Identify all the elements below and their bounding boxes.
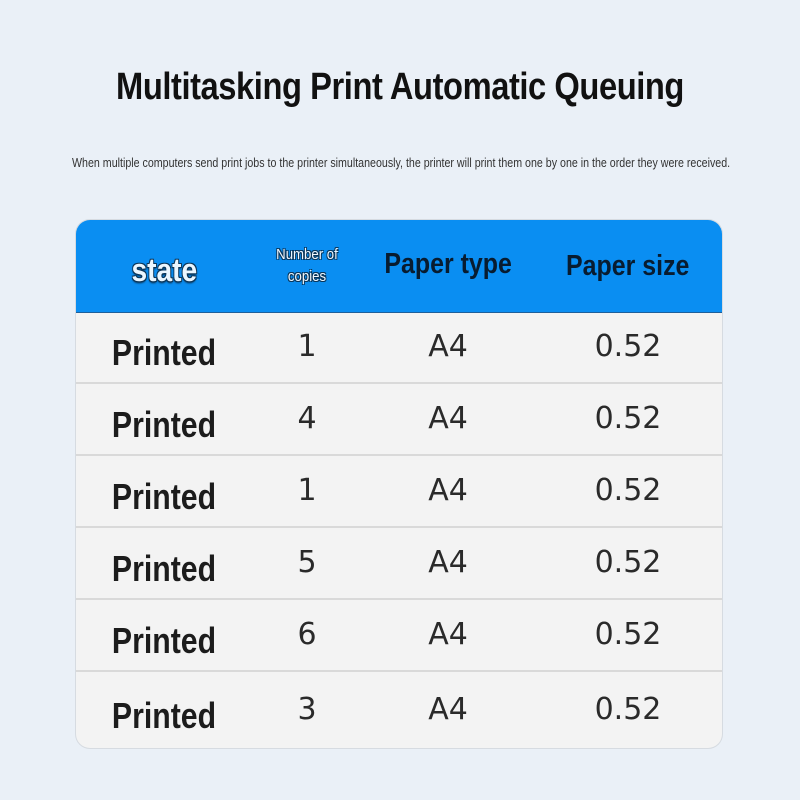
paper-type-value: A4 [428, 616, 468, 652]
header-paper-size-label: Paper size [566, 249, 690, 282]
table-header [76, 220, 722, 313]
page-subtitle: When multiple computers send print jobs to the printer simultaneously, the printer will print them one by one in the order they were received. [72, 155, 731, 170]
copies-value: 1 [297, 328, 317, 364]
cell-paper-size [534, 528, 722, 598]
cell-paper-type [362, 528, 534, 598]
table-row [76, 672, 722, 748]
header-state-label: state [131, 251, 197, 288]
header-paper-type-label: Paper type [384, 247, 512, 280]
cell-copies [252, 528, 362, 598]
header-copies-line2: copies [287, 268, 327, 285]
cell-copies [252, 384, 362, 454]
copies-value: 4 [297, 400, 317, 436]
paper-size-value: 0.52 [594, 400, 662, 436]
header-copies-line1: Number of [276, 246, 338, 263]
cell-paper-type [362, 600, 534, 670]
paper-type-value: A4 [428, 472, 468, 508]
cell-state [76, 384, 252, 454]
table-row [76, 456, 722, 528]
cell-paper-size [534, 672, 722, 748]
table-row [76, 600, 722, 672]
state-value: Printed [111, 620, 217, 661]
state-value: Printed [111, 476, 217, 517]
cell-copies [252, 672, 362, 748]
state-value: Printed [111, 548, 217, 589]
copies-value: 3 [297, 691, 317, 727]
cell-state [76, 600, 252, 670]
header-cell-copies [252, 220, 362, 312]
cell-paper-type [362, 384, 534, 454]
header-cell-paper-type [362, 220, 534, 312]
cell-paper-size [534, 384, 722, 454]
state-value: Printed [111, 695, 217, 736]
copies-value: 1 [297, 472, 317, 508]
copies-value: 5 [297, 544, 317, 580]
paper-size-value: 0.52 [594, 691, 662, 727]
cell-paper-size [534, 456, 722, 526]
cell-paper-type [362, 456, 534, 526]
paper-size-value: 0.52 [594, 544, 662, 580]
state-value: Printed [111, 332, 217, 373]
cell-copies [252, 312, 362, 382]
page-title: Multitasking Print Automatic Queuing [116, 66, 684, 108]
paper-type-value: A4 [428, 691, 468, 727]
paper-size-value: 0.52 [594, 328, 662, 364]
table-row [76, 384, 722, 456]
paper-type-value: A4 [428, 544, 468, 580]
table-row [76, 312, 722, 384]
cell-paper-size [534, 312, 722, 382]
header-copies-label [267, 244, 346, 288]
paper-type-value: A4 [428, 400, 468, 436]
cell-copies [252, 456, 362, 526]
cell-paper-type [362, 312, 534, 382]
cell-state [76, 312, 252, 382]
print-queue-table [76, 220, 722, 748]
cell-state [76, 528, 252, 598]
table-body [76, 312, 722, 748]
cell-state [76, 456, 252, 526]
paper-size-value: 0.52 [594, 472, 662, 508]
cell-paper-size [534, 600, 722, 670]
table-row [76, 528, 722, 600]
paper-size-value: 0.52 [594, 616, 662, 652]
paper-type-value: A4 [428, 328, 468, 364]
cell-copies [252, 600, 362, 670]
state-value: Printed [111, 404, 217, 445]
cell-state [76, 672, 252, 748]
cell-paper-type [362, 672, 534, 748]
header-cell-paper-size [534, 220, 722, 312]
copies-value: 6 [297, 616, 317, 652]
header-cell-state [76, 220, 252, 312]
